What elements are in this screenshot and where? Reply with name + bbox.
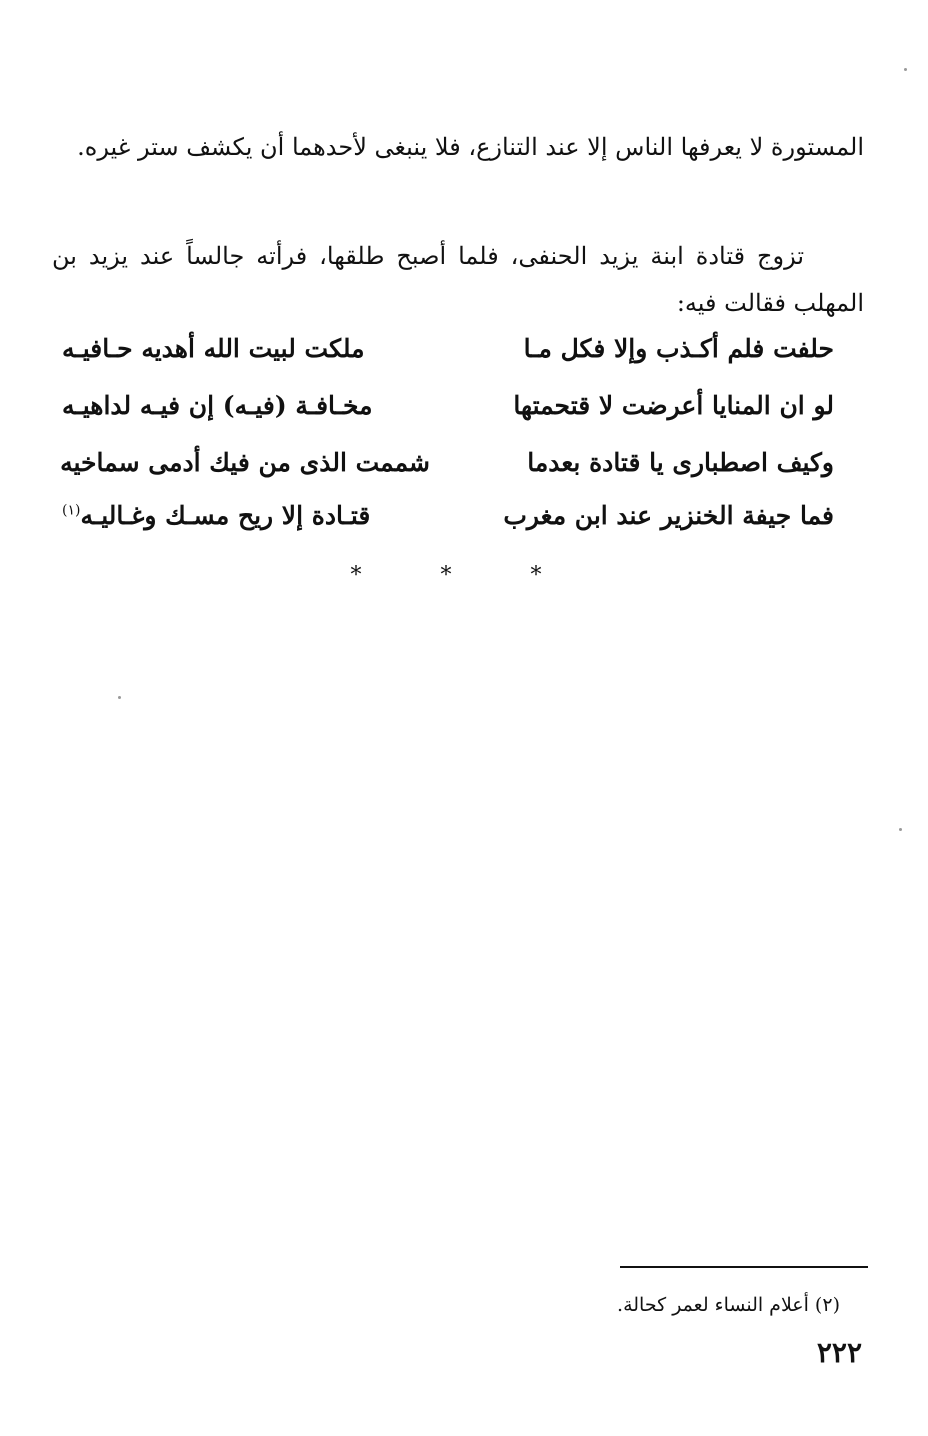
- poem-hemistich-second: مخـافـة (فيـه) إن فيـه لداهيـه: [62, 390, 373, 420]
- body-paragraph: المستورة لا يعرفها الناس إلا عند التنازع، فلا ينبغى لأحدهما أن يكشف ستر غيره.: [77, 133, 864, 161]
- poem-hemistich-text: قتـادة إلا ريح مسـك وغـاليـه: [80, 500, 371, 530]
- poem-hemistich-first: فما جيفة الخنزير عند ابن مغرب: [503, 500, 834, 530]
- page-number: ٢٢٢: [816, 1336, 862, 1369]
- poem-line: [62, 490, 834, 540]
- poem-hemistich-second: شممت الذى من فيك أدمى سماخيه: [60, 447, 430, 477]
- scan-speck: [904, 68, 907, 71]
- scan-speck: [118, 696, 121, 699]
- footnote-rule: [620, 1266, 868, 1268]
- poem-hemistich-first: حلفت فلم أكـذب وإلا فكل مـا: [523, 333, 834, 363]
- poem-line: [62, 380, 834, 430]
- footnote-marker: (١): [62, 502, 81, 519]
- poem-line: [62, 323, 834, 373]
- poem-hemistich-first: لو ان المنايا أعرضت لا قتحمتها: [513, 390, 834, 420]
- poem-hemistich-second: [62, 501, 430, 530]
- section-separator: * * *: [350, 563, 578, 588]
- scan-speck: [899, 828, 902, 831]
- poem-hemistich-second: ملكت لبيت الله أهديه حـافيـه: [62, 333, 365, 363]
- poem-hemistich-first: وكيف اصطبارى يا قتادة بعدما: [527, 447, 834, 477]
- poem-line: [62, 437, 834, 487]
- footnote: (٢) أعلام النساء لعمر كحالة.: [617, 1294, 840, 1316]
- body-paragraph: تزوج قتادة ابنة يزيد الحنفى، فلما أصبح طلقها، فرأته جالساً عند يزيد بن المهلب فقالت فيه:: [52, 242, 864, 317]
